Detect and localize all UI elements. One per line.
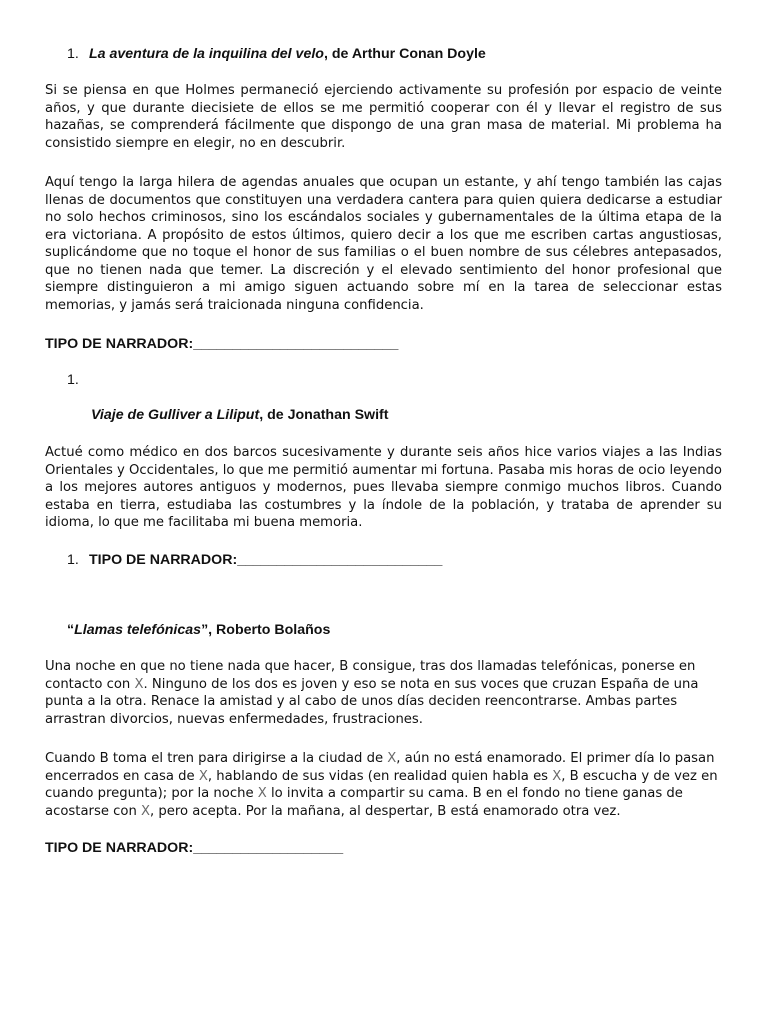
text-run: , aún no está enamorado. El primer día lo pasan encerrados en casa de <box>45 751 715 784</box>
open-quote: “ <box>67 622 75 638</box>
narrator-label: TIPO DE NARRADOR: <box>45 336 194 352</box>
list-number: 1. <box>67 372 79 388</box>
text-run: , pero acepta. Por la mañana, al despertar, B está enamorado otra vez. <box>150 803 621 819</box>
narrator-blank: ___________________ <box>193 840 344 856</box>
section-heading-bolano <box>45 622 744 640</box>
list-number: 1. <box>67 46 79 62</box>
character-x: X <box>198 768 208 784</box>
text-run: lo invita a compartir su cama. B en el fondo no tiene ganas de acostarse con <box>45 786 683 819</box>
paragraph: Aquí tengo la larga hilera de agendas anuales que ocupan un estante, y ahí tengo también las cajas llenas de documentos que constituyen una verdadera cantera para quien quiera dedicarse a estudiar no solo hechos criminosos, sino los escándalos sociales y gubernamentales de la última etapa de la era victoriana. A propósito de estos últimos, quiero decir a los que me escriben cartas angustiosas, suplicándome que no toque el honor de sus familias o el buen nombre de sus célebres antepasados, que no tienen nada que temer. La discreción y el elevado sentimiento del honor profesional que siempre distinguieron a mi amigo siguen actuando sobre mí en la tarea de seleccionar estas memorias, y jamás será traicionada ninguna confidencia. <box>45 175 722 313</box>
narrator-answer-line <box>45 552 744 570</box>
narrator-blank: __________________________ <box>193 336 399 352</box>
narrator-answer-line <box>45 840 722 858</box>
narrator-label: TIPO DE NARRADOR: <box>45 840 194 856</box>
story-author: Arthur Conan Doyle <box>351 46 486 62</box>
character-x: X <box>257 786 267 801</box>
paragraph <box>45 750 722 820</box>
text-run: Cuando B toma el tren para dirigirse a la ciudad de <box>45 751 388 766</box>
text-run: Una noche en que no tiene nada que hacer, B consigue, tras dos llamadas telefónicas, ponerse en contacto con <box>45 659 696 692</box>
paragraph: Actué como médico en dos barcos sucesivamente y durante seis años hice varios viajes a las Indias Orientales y Occidentales, lo que me permitió aumentar mi fortuna. Pasaba mis horas de ocio leyendo a los mejores autores antiguos y modernos, pues llevaba siempre conmigo muchos libros. Cuando estaba en tierra, estudiaba las costumbres y la índole de la población, y trataba de aprender su idioma, lo que me facilitaba mi buena memoria. <box>45 445 722 530</box>
author-separator: , <box>208 622 217 638</box>
section-heading-conan-doyle <box>45 46 744 64</box>
character-x: X <box>134 676 144 692</box>
story-title: Viaje de Gulliver a Liliput <box>91 407 260 423</box>
text-run: . Ninguno de los dos es joven y eso se nota en sus voces que cruzan España de una punta a la otra. Renace la amistad y al cabo de unos días deciden reencontrarse. Ambas partes arrastran divorcios, nuevas enfermedades, frustraciones. <box>45 676 699 727</box>
list-number: 1. <box>67 552 79 568</box>
story-title: Llamas telefónicas <box>74 622 202 638</box>
narrator-label: TIPO DE NARRADOR: <box>89 552 238 568</box>
section-heading-swift <box>45 407 768 425</box>
narrator-blank: __________________________ <box>237 552 443 568</box>
character-x: X <box>387 751 397 766</box>
character-x: X <box>552 768 562 784</box>
close-quote: ” <box>201 622 209 638</box>
text-run: , hablando de sus vidas (en realidad quien habla es <box>207 768 553 784</box>
narrator-answer-line <box>45 336 722 354</box>
paragraph <box>45 658 722 728</box>
author-separator: , de <box>323 46 352 62</box>
character-x: X <box>141 803 151 819</box>
author-separator: , de <box>259 407 288 423</box>
text-run: , B escucha y de vez en cuando pregunta); por la noche <box>45 768 718 801</box>
story-title: La aventura de la inquilina del velo <box>89 46 324 62</box>
paragraph: Si se piensa en que Holmes permaneció ejerciendo activamente su profesión por espacio de veinte años, y que durante diecisiete de ellos se me permitió cooperar con él y llevar el registro de sus hazañas, se comprenderá fácilmente que dispongo de una gran masa de material. Mi problema ha consistido siempre en elegir, no en descubrir. <box>45 83 722 151</box>
list-number-line <box>45 372 744 390</box>
story-author: Roberto Bolaños <box>216 622 331 638</box>
story-author: Jonathan Swift <box>287 407 389 423</box>
